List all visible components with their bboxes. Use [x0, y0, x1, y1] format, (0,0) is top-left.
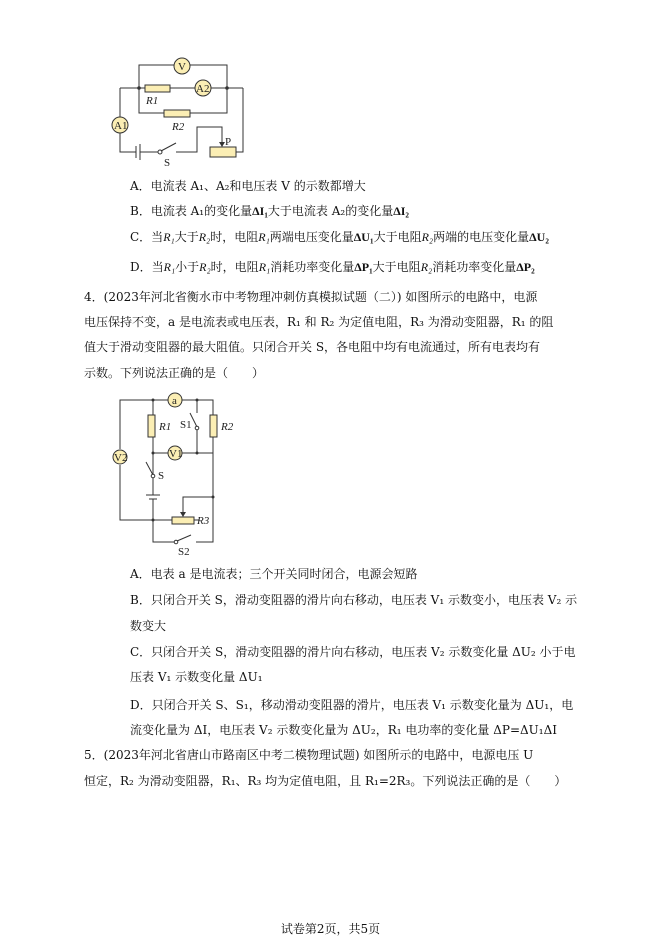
q4-option-c: C．只闭合开关 S，滑动变阻器的滑片向右移动，电压表 V₂ 示数变化量 ΔU₂ 小于电: [130, 645, 576, 659]
q4-stem-line: 电压保持不变，a 是电流表或电压表，R₁ 和 R₂ 为定值电阻，R₃ 为滑动变阻器，R₁ 的阻: [84, 315, 554, 329]
q3-option-c: [130, 229, 549, 245]
r2: R₂: [421, 230, 434, 244]
label-a1: A1: [114, 120, 128, 132]
r1: R₁: [258, 260, 271, 274]
delta-p2: ΔP₂: [516, 260, 535, 274]
q5-stem-line: 5．(2023年河北省唐山市路南区中考二模物理试题) 如图所示的电路中，电源电压 U: [84, 748, 534, 762]
q4-option-d-cont: 流变化量为 ΔI，电压表 V₂ 示数变化量为 ΔU₂，R₁ 电功率的变化量 ΔP=ΔU₁ΔI: [130, 723, 557, 737]
delta-u1: ΔU₁: [353, 230, 374, 244]
label-s: S: [164, 157, 171, 169]
page-footer: 试卷第2页，共5页: [280, 922, 381, 936]
q4-option-d: D．只闭合开关 S、S₁，移动滑动变阻器的滑片，电压表 V₁ 示数变化量为 ΔU₁，电: [130, 698, 574, 712]
label-r1: R1: [159, 421, 172, 433]
circuit1: [112, 58, 243, 169]
resistor-r2: [164, 110, 190, 117]
resistor-r1: [148, 415, 155, 437]
delta-i2: ΔI₂: [393, 204, 410, 218]
text: 时，电阻: [210, 260, 259, 274]
label-r2: R2: [172, 121, 185, 133]
label-s1: S1: [180, 419, 192, 431]
text: D．当: [130, 260, 164, 274]
label-a2: A2: [196, 83, 210, 95]
q3-option-b: [130, 203, 409, 219]
delta-p1: ΔP₁: [354, 260, 373, 274]
q3-option-a: A．电流表 A₁、A₂和电压表 V 的示数都增大: [130, 179, 366, 193]
q4-option-c-cont: 压表 V₁ 示数变化量 ΔU₁: [130, 670, 263, 684]
text: 大于电阻: [372, 260, 421, 274]
r1: R₁: [258, 230, 270, 244]
label-r1: R1: [146, 95, 159, 107]
label-v1: V1: [169, 448, 183, 460]
r2: R₂: [420, 260, 433, 274]
q4-option-a: A．电表 a 是电流表；三个开关同时闭合，电源会短路: [130, 567, 418, 581]
circuit2: [113, 393, 234, 558]
q4-option-b-cont: 数变大: [130, 619, 167, 633]
q4-stem-line: 值大于滑动变阻器的最大阻值。只闭合开关 S，各电阻中均有电流通过，所有电表均有: [84, 340, 541, 354]
resistor-r2: [210, 415, 217, 437]
q4-stem-line: 4．(2023年河北省衡水市中考物理冲刺仿真模拟试题（二）) 如图所示的电路中，电源: [84, 290, 538, 304]
label-r3: R3: [197, 515, 210, 527]
rheostat-r3: [172, 517, 194, 524]
resistor-r1: [145, 85, 170, 92]
delta-u2: ΔU₂: [529, 230, 549, 244]
text: 两端电压变化量: [269, 230, 354, 244]
text: 消耗功率变化量: [432, 260, 517, 274]
r1: R₁: [163, 230, 175, 244]
q4-stem-line: 示数。下列说法正确的是（ ）: [84, 366, 265, 380]
text: 消耗功率变化量: [270, 260, 355, 274]
label-r2: R2: [221, 421, 234, 433]
text: 大于: [174, 230, 199, 244]
label-s: S: [158, 470, 165, 482]
label-p: P: [225, 136, 232, 148]
q3-option-d: [130, 259, 535, 275]
text: C．当: [130, 230, 164, 244]
text: 时，电阻: [210, 230, 259, 244]
text: 小于: [175, 260, 200, 274]
rheostat: [210, 147, 236, 157]
label-a: a: [172, 395, 177, 407]
label-s2: S2: [178, 546, 190, 558]
r1: R₁: [163, 260, 176, 274]
text: 两端的电压变化量: [433, 230, 530, 244]
r2: R₂: [199, 260, 211, 274]
label-v2: V2: [114, 452, 128, 464]
label-v: V: [178, 61, 186, 73]
q4-option-b: B．只闭合开关 S，滑动变阻器的滑片向右移动，电压表 V₁ 示数变小，电压表 V₂ 示: [130, 593, 578, 607]
text: 大于电阻: [373, 230, 422, 244]
r2: R₂: [198, 230, 211, 244]
text: 大于电流表 A₂的变化量: [267, 204, 394, 218]
text: B．电流表 A₁的变化量: [130, 204, 253, 218]
delta-i1: ΔI₁: [252, 204, 268, 218]
q5-stem-line: 恒定，R₂ 为滑动变阻器，R₁、R₃ 均为定值电阻，且 R₁=2R₃。下列说法正确的是（ ）: [84, 774, 567, 788]
